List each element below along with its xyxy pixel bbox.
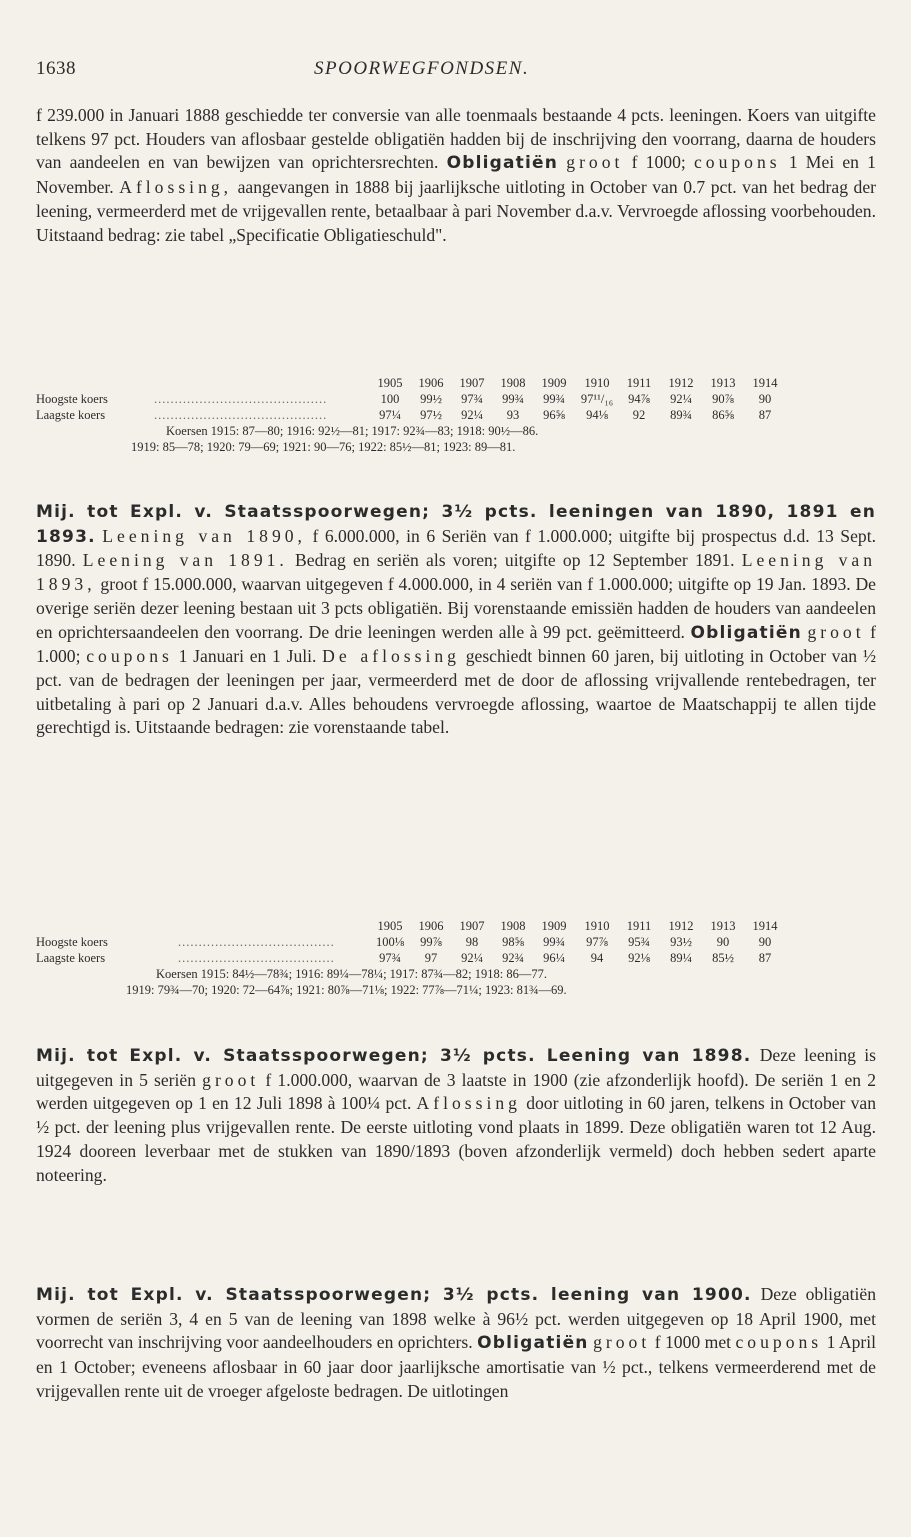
year-cell: 1913 <box>710 919 736 933</box>
section-2-text <box>36 500 876 740</box>
s2-groot: groot <box>807 621 865 642</box>
table-cell: 89¼ <box>670 951 692 965</box>
s2-coupon-dates: 1 Januari en 1 Juli. <box>178 646 317 667</box>
table-row-high <box>36 934 876 950</box>
table-cell: 94 <box>590 951 604 965</box>
table-note: Koersen 1915: 87—80; 1916: 92½—81; 1917: 92¾—83; 1918: 90½—86. <box>166 424 539 438</box>
price-table-2 <box>36 918 876 998</box>
s3-heading: Mij. tot Expl. v. Staatsspoorwegen; 3½ pcts. Leening van 1898. <box>36 1046 752 1066</box>
s3-text-3: door uitloting in 60 jaren, telkens in October van ½ pct. der leening plus vrijgevallen rente. De eerste uitloting vond plaats in 1899. Deze obligatiën waren tot 12 Aug. 1924 dooreen leverbaar met de stukken van 1890/1893 (boven afzonderlijk vermeld) doch hebben sedert aparte noteering. <box>36 1093 877 1185</box>
table-cell: 93 <box>506 408 520 422</box>
year-cell: 1911 <box>626 919 652 933</box>
s1-text-2: aangevangen in 1888 bij jaarlijksche uitloting in October van 0.7 pct. van het bedrag der leening, vermeerderd met de vrijgevallen rente, betaalbaar à pari November d.a.v. Vervroegde aflossing voorbehouden. Uitstaand bedrag: zie tabel „Specificatie Obligatieschuld". <box>36 177 876 245</box>
year-cell: 1910 <box>584 919 610 933</box>
table-cell: 100 <box>380 392 400 406</box>
year-cell: 1914 <box>752 376 778 390</box>
table-cell: 92¼ <box>461 951 483 965</box>
table-cell: 97¾ <box>379 951 401 965</box>
section-1-text <box>36 104 876 247</box>
table-cell: 97½ <box>420 408 442 422</box>
s3-aflossing: Aflossing <box>416 1093 521 1114</box>
s4-heading-obligatien: Obligatiën <box>477 1333 589 1354</box>
s1-aflossing: Aflossing, <box>119 177 233 198</box>
table-cell: 92⅛ <box>628 951 650 965</box>
s3-text-2: f 1.000.000, waarvan de 3 laatste in 1900 (zie afzonderlijk hoofd). De seriën 1 en 2 werden uitgegeven op 1 en 12 Juli 1898 à 100¼ pct. <box>36 1069 876 1114</box>
year-cell: 1905 <box>377 919 403 933</box>
year-cell: 1906 <box>418 376 444 390</box>
table-cell: 92¼ <box>670 392 692 406</box>
s1-coupons: coupons <box>693 152 781 173</box>
year-cell: 1908 <box>500 376 526 390</box>
year-cell: 1909 <box>541 919 567 933</box>
s2-text-4: geschiedt binnen 60 jaren, bij uitloting in October van ½ pct. van de bedragen der leeningen per jaar, vermeerderd met de door de aflossing vrijvallende rentebedragen, ter uitbetaling à pari op 2 Januari d.a.v. Alles behoudens vervroegde aflossing, waartoe de Maatschappij te allen tijde gerechtigd is. Uitstaande bedragen: zie vorenstaande tabel. <box>36 646 877 738</box>
year-cell: 1911 <box>626 376 652 390</box>
s1-heading-obligatien: Obligatiën <box>446 153 559 174</box>
year-cell: 1914 <box>752 919 778 933</box>
table-cell: 90 <box>758 935 772 949</box>
table-note-row <box>36 966 876 982</box>
s4-text-1: Deze obligatiën vormen de seriën 3, 4 en 5 van de leening van 1898 welke à 96½ pct. werden uitgegeven op 18 April 1900, met voorrecht van inschrijving voor aandeelhouders en oprichters. <box>36 1284 876 1353</box>
s2-coupons: coupons <box>86 646 173 667</box>
table-cell: 90 <box>758 392 772 406</box>
table-note: Koersen 1915: 84½—78¾; 1916: 89¼—78¼; 1917: 87¾—82; 1918: 86—77. <box>156 967 547 981</box>
table-cell: 98⅝ <box>502 935 524 949</box>
table-row-low <box>36 407 876 423</box>
s1-coupon-dates: 1 Mei en 1 November. <box>36 152 876 198</box>
s4-amount: f 1000 met <box>654 1332 732 1353</box>
s4-coupons: coupons <box>735 1332 823 1353</box>
leader-dots: .......................................... <box>154 392 328 406</box>
running-title: SPOORWEGFONDSEN. <box>314 58 530 79</box>
year-cell: 1910 <box>584 376 610 390</box>
row-label-high: Hoogste koers <box>36 935 108 949</box>
s3-groot: groot <box>202 1069 260 1090</box>
year-cell: 1908 <box>500 919 526 933</box>
table-note-row <box>36 439 876 455</box>
table-header-row <box>36 375 876 391</box>
row-label-low: Laagste koers <box>36 408 106 422</box>
s4-text-2: 1 April en 1 October; eveneens aflosbaar in 60 jaar door jaarlijksche amortisatie van ½ pct., telkens vermeerderend met de vrijgevallen rente uit de vroeger afgeloste bedragen. De uitlotingen <box>36 1332 877 1401</box>
s4-groot: groot <box>593 1332 651 1353</box>
s2-leening-1893: Leening van 1893, <box>36 550 876 595</box>
s2-text-1: f 6.000.000, in 6 Seriën van f 1.000.000; uitgifte bij prospectus d.d. 13 Sept. 1890. <box>36 525 876 571</box>
table-cell: 96¼ <box>543 951 565 965</box>
year-cell: 1913 <box>710 376 736 390</box>
year-cell: 1906 <box>418 919 444 933</box>
page-number: 1638 <box>36 58 76 79</box>
s2-heading: Mij. tot Expl. v. Staatsspoorwegen; 3½ pcts. leeningen van 1890, 1891 en 1893. <box>36 502 876 547</box>
table-cell: 96⅝ <box>543 408 565 422</box>
table-cell: 98 <box>465 935 479 949</box>
table-cell: 87 <box>758 951 772 965</box>
year-cell: 1907 <box>459 919 485 933</box>
table-cell: 94⅛ <box>586 408 608 422</box>
s2-text-2: Bedrag en seriën als voren; uitgifte op 12 September 1891. <box>295 550 735 571</box>
table-cell: 85½ <box>712 951 734 965</box>
table-cell: 93½ <box>670 935 692 949</box>
table-cell: 86⅝ <box>712 408 734 422</box>
s1-amount: f 1000; <box>631 152 686 173</box>
row-label-high: Hoogste koers <box>36 392 108 406</box>
year-cell: 1905 <box>377 376 403 390</box>
table-cell: 87 <box>758 408 772 422</box>
table-note-row <box>36 423 876 439</box>
year-cell: 1912 <box>668 376 694 390</box>
table-cell: 97¼ <box>379 408 401 422</box>
table-cell: 94⅞ <box>628 392 650 406</box>
table-note-row <box>36 982 876 998</box>
leader-dots: ...................................... <box>178 935 335 949</box>
price-table-1 <box>36 375 876 455</box>
table-cell: 97¹¹/₁₆ <box>580 392 614 406</box>
table-cell: 99⅞ <box>420 935 442 949</box>
table-cell: 92¾ <box>502 951 524 965</box>
table-cell: 95¾ <box>628 935 650 949</box>
table-cell: 97 <box>424 951 438 965</box>
s2-heading-obligatien: Obligatiën <box>690 622 802 643</box>
year-cell: 1912 <box>668 919 694 933</box>
page-header <box>36 58 876 88</box>
s1-groot: groot <box>566 152 624 173</box>
table-cell: 89¾ <box>670 408 692 422</box>
table-row-high <box>36 391 876 407</box>
table-row-low <box>36 950 876 966</box>
table-cell: 92 <box>632 408 646 422</box>
leader-dots: .......................................... <box>154 408 328 422</box>
table-cell: 99¾ <box>502 392 524 406</box>
section-3-text <box>36 1044 876 1187</box>
s2-leening-1891: Leening van 1891. <box>82 550 288 571</box>
row-label-low: Laagste koers <box>36 951 106 965</box>
table-cell: 92¼ <box>461 408 483 422</box>
table-cell: 100⅛ <box>375 935 405 949</box>
table-cell: 90 <box>716 935 730 949</box>
leader-dots: ...................................... <box>178 951 335 965</box>
table-cell: 90⅞ <box>712 392 734 406</box>
table-cell: 97⅞ <box>586 935 608 949</box>
table-note: 1919: 85—78; 1920: 79—69; 1921: 90—76; 1922: 85½—81; 1923: 89—81. <box>131 440 516 454</box>
s3-text-1: Deze leening is uitgegeven in 5 seriën <box>36 1045 877 1090</box>
s2-text-3: groot f 15.000.000, waarvan uitgegeven f 4.000.000, in 4 seriën van f 1.000.000; uitgifte op 19 Jan. 1893. De overige seriën dezer leening bestaan uit 3 pcts obligatiën. Bij vorenstaande emissiën hadden de houders van aandeelen en oprichtersaandeelen den voorrang. De drie leeningen werden alle à 99 pct. geëmitteerd. <box>36 574 876 642</box>
year-cell: 1909 <box>541 376 567 390</box>
table-note: 1919: 79¾—70; 1920: 72—64⅞; 1921: 80⅞—71⅛; 1922: 77⅞—71¼; 1923: 81¾—69. <box>126 983 567 997</box>
table-cell: 97¾ <box>461 392 483 406</box>
s2-amount: f 1.000; <box>36 621 876 667</box>
s2-leening-1890: Leening van 1890, <box>102 525 306 546</box>
table-header-row <box>36 918 876 934</box>
section-4-text <box>36 1283 876 1404</box>
table-cell: 99½ <box>420 392 442 406</box>
s2-aflossing: De aflossing <box>322 646 460 667</box>
s4-heading: Mij. tot Expl. v. Staatsspoorwegen; 3½ pcts. leening van 1900. <box>36 1285 752 1305</box>
year-cell: 1907 <box>459 376 485 390</box>
table-cell: 99¾ <box>543 935 565 949</box>
s1-text-1: f 239.000 in Januari 1888 geschiedde ter conversie van alle toenmaals bestaande 4 pcts. leeningen. Koers van uitgifte telkens 97 pct. Houders van aflosbaar gestelde obligatiën hadden bij de inschrijving den voorrang, daarna de houders van aandeelen en van bewijzen van oprichtersrechten. <box>36 105 876 173</box>
table-cell: 99¾ <box>543 392 565 406</box>
